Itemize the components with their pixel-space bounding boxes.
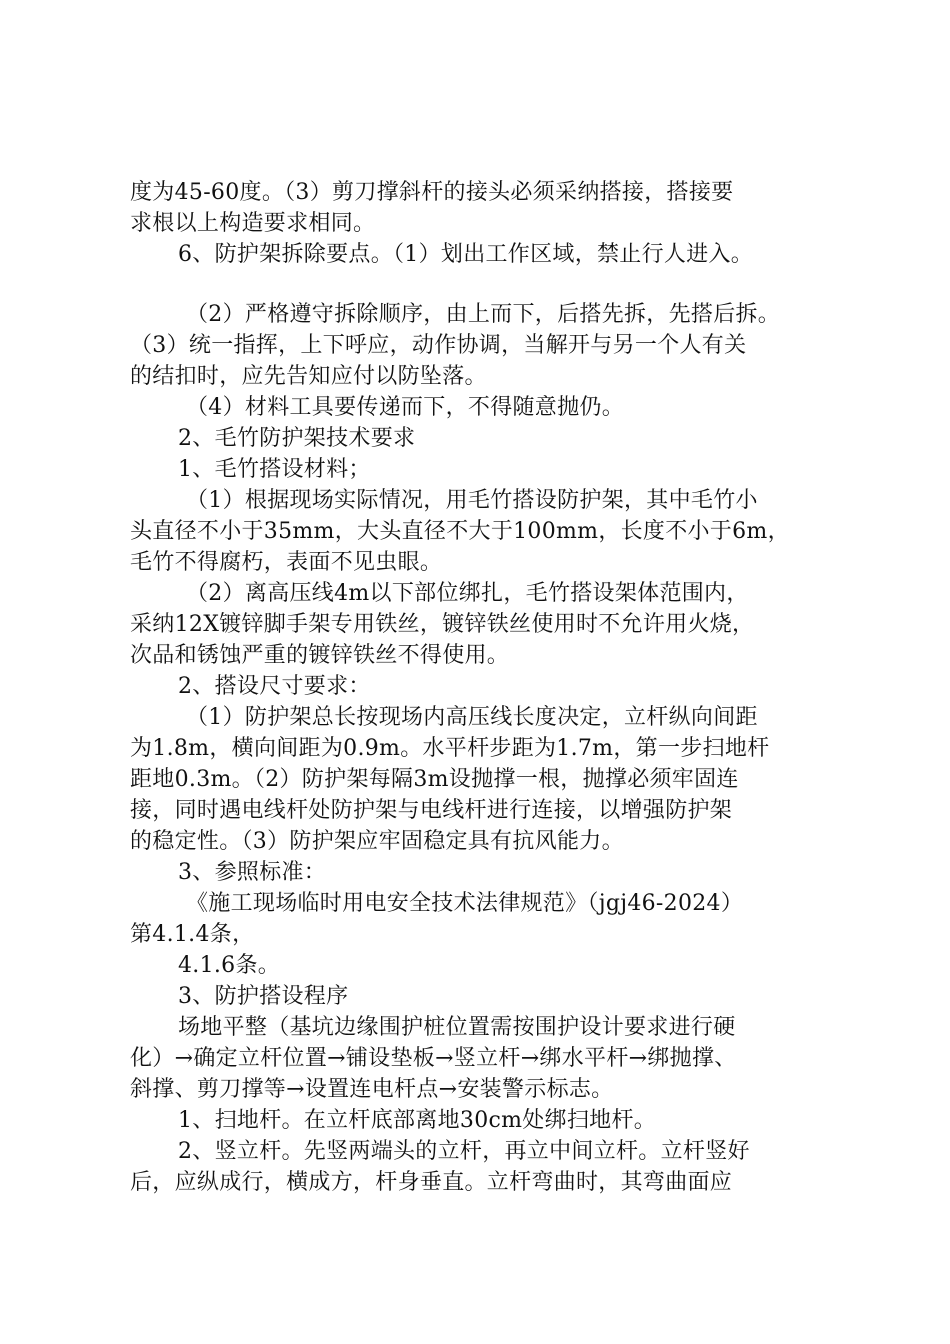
- text-line: 距地0.3m。（2）防护架每隔3m设抛撑一根，抛撑必须牢固连: [130, 767, 739, 792]
- section-heading: 3、防护搭设程序: [178, 984, 349, 1009]
- text-line: 2、竖立杆。先竖两端头的立杆，再立中间立杆。立杆竖好: [178, 1139, 750, 1164]
- text-line: 为1.8m，横向间距为0.9m。水平杆步距为1.7m，第一步扫地杆: [130, 736, 770, 761]
- text-line: 毛竹不得腐朽，表面不见虫眼。: [130, 550, 443, 575]
- text-line: 1、扫地杆。在立杆底部离地30cm处绑扫地杆。: [178, 1108, 657, 1133]
- text-line: （4）材料工具要传递而下，不得随意抛仍。: [186, 395, 624, 420]
- text-line: （3）统一指挥，上下呼应，动作协调，当解开与另一个人有关: [130, 333, 747, 358]
- text-line: 采纳12X镀锌脚手架专用铁丝，镀锌铁丝使用时不允许用火烧，: [130, 612, 755, 637]
- text-line: 1、毛竹搭设材料；: [178, 457, 371, 482]
- text-line: 求根以上构造要求相同。: [130, 211, 376, 236]
- text-line: （1）防护架总长按现场内高压线长度决定，立杆纵向间距: [186, 705, 758, 730]
- text-line: （1）根据现场实际情况，用毛竹搭设防护架，其中毛竹小: [186, 488, 758, 513]
- text-line: 6、防护架拆除要点。（1）划出工作区域，禁止行人进入。: [178, 242, 754, 267]
- text-line: 度为45-60度。（3）剪刀撑斜杆的接头必须采纳搭接，搭接要: [130, 180, 734, 205]
- text-line: 《施工现场临时用电安全技术法律规范》（jgj46-2024）: [186, 891, 744, 916]
- text-line: 的结扣时，应先告知应付以防坠落。: [130, 364, 487, 389]
- text-line: 第4.1.4条，: [130, 922, 255, 947]
- text-line: 斜撑、剪刀撑等→设置连电杆点→安装警示标志。: [130, 1077, 614, 1102]
- text-line: 的稳定性。（3）防护架应牢固稳定具有抗风能力。: [130, 829, 624, 854]
- text-line: （2）离高压线4m以下部位绑扎，毛竹搭设架体范围内，: [186, 581, 749, 606]
- text-line: 3、参照标准：: [178, 860, 327, 885]
- text-line: 头直径不小于35mm，大头直径不大于100mm，长度不小于6m，: [130, 519, 790, 544]
- text-line: 化）→确定立杆位置→铺设垫板→竖立杆→绑水平杆→绑抛撑、: [130, 1046, 737, 1071]
- text-line: （2）严格遵守拆除顺序，由上而下，后搭先拆，先搭后拆。: [186, 302, 781, 327]
- section-heading: 2、毛竹防护架技术要求: [178, 426, 416, 451]
- text-line: 后，应纵成行，横成方，杆身垂直。立杆弯曲时，其弯曲面应: [130, 1170, 733, 1195]
- text-line: 次品和锈蚀严重的镀锌铁丝不得使用。: [130, 643, 510, 668]
- text-line: 场地平整（基坑边缘围护桩位置需按围护设计要求进行硬: [178, 1015, 736, 1040]
- text-line: 4.1.6条。: [178, 953, 281, 978]
- text-line: 接，同时遇电线杆处防护架与电线杆进行连接，以增强防护架: [130, 798, 733, 823]
- text-line: 2、搭设尺寸要求：: [178, 674, 371, 699]
